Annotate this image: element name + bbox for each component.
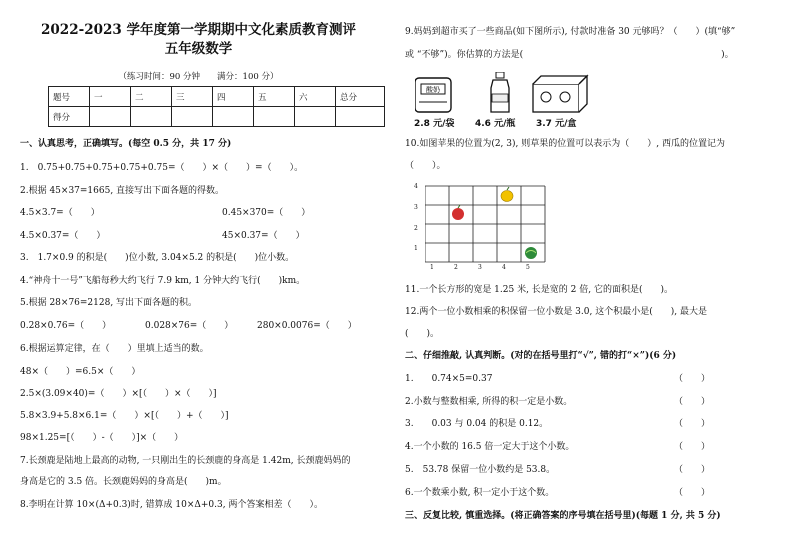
judge-1-bracket[interactable]: （ ） xyxy=(674,374,711,384)
position-grid xyxy=(425,182,551,274)
price-box: 3.7 元/盒 xyxy=(536,119,577,129)
x-tick: 3 xyxy=(478,264,482,271)
x-tick: 2 xyxy=(454,264,458,271)
question-5c: 280×0.0076=（ ） xyxy=(257,321,357,331)
products-illustration xyxy=(415,72,615,116)
score-cell[interactable] xyxy=(213,107,254,127)
score-table xyxy=(48,86,385,127)
score-row-label: 得分 xyxy=(49,107,90,127)
score-header-cell: 一 xyxy=(90,87,131,107)
section-3-heading: 三、反复比较, 慎重选择。(将正确答案的序号填在括号里)(每题 1 分, 共 5 分) xyxy=(405,511,721,521)
question-5a: 0.28×0.76=（ ） xyxy=(20,321,112,331)
score-header-cell: 五 xyxy=(254,87,295,107)
judge-6: 6.一个数乘小数, 积一定小于这个数。 xyxy=(405,488,555,498)
question-7-line2: 身高是它的 3.5 倍。长颈鹿妈妈的身高是( )m。 xyxy=(20,477,227,487)
exam-subtitle: 五年级数学 xyxy=(164,41,233,57)
score-header-cell: 题号 xyxy=(49,87,90,107)
question-9-line1: 9.妈妈到超市买了一些商品(如下图所示), 付款时准备 30 元够吗？（ ）(填“够” xyxy=(405,27,736,37)
question-2c: 4.5×0.37=（ ） xyxy=(20,231,106,241)
question-7-line1: 7.长颈鹿是陆地上最高的动物, 一只刚出生的长颈鹿的身高是 1.42m, 长颈鹿妈妈的 xyxy=(20,456,351,466)
judge-2-bracket[interactable]: （ ） xyxy=(674,397,711,407)
score-cell[interactable] xyxy=(295,107,336,127)
score-header-cell: 四 xyxy=(213,87,254,107)
score-cell[interactable] xyxy=(131,107,172,127)
judge-2: 2.小数与整数相乘, 所得的积一定是小数。 xyxy=(405,397,573,407)
judge-6-bracket[interactable]: （ ） xyxy=(674,488,711,498)
x-tick: 5 xyxy=(526,264,530,271)
question-5: 5.根据 28×76=2128, 写出下面各题的积。 xyxy=(20,298,198,308)
milk-label: 酸奶 xyxy=(426,86,440,94)
question-6c: 5.8×3.9+5.8×6.1=（ ）×[（ ）+（ ）] xyxy=(20,411,229,421)
watermelon-icon xyxy=(525,247,537,259)
score-cell[interactable] xyxy=(90,107,131,127)
score-header-cell: 二 xyxy=(131,87,172,107)
question-10-line1: 10.如图苹果的位置为(2, 3), 则草果的位置可以表示为（ ）, 西瓜的位置记为 xyxy=(405,139,725,149)
x-tick: 4 xyxy=(502,264,506,271)
question-2: 2.根据 45×37=1665, 直接写出下面各题的得数。 xyxy=(20,186,225,196)
judge-3-bracket[interactable]: （ ） xyxy=(674,419,711,429)
judge-3: 3. 0.03 与 0.04 的积是 0.12。 xyxy=(405,419,549,429)
score-header-cell: 三 xyxy=(172,87,213,107)
section-2-heading: 二、仔细推敲, 认真判断。(对的在括号里打“√”, 错的打“×”)(6 分) xyxy=(405,351,677,361)
apple-icon xyxy=(452,205,464,220)
question-6b: 2.5×(3.09×40)=（ ）×[（ ）×（ ）] xyxy=(20,389,217,399)
judge-5-bracket[interactable]: （ ） xyxy=(674,465,711,475)
judge-4-bracket[interactable]: （ ） xyxy=(674,442,711,452)
judge-1: 1. 0.74×5=0.37 xyxy=(405,374,493,384)
score-cell[interactable] xyxy=(254,107,295,127)
question-11: 11.一个长方形的宽是 1.25 米, 长是宽的 2 倍, 它的面积是( )。 xyxy=(405,285,673,295)
price-yogurt: 2.8 元/袋 xyxy=(414,119,455,129)
score-cell[interactable] xyxy=(172,107,213,127)
question-9-line2: 或 “不够”)。你估算的方法是( )。 xyxy=(405,50,734,60)
question-3: 3. 1.7×0.9 的积是( )位小数, 3.04×5.2 的积是( )位小数。 xyxy=(20,253,295,263)
x-tick: 1 xyxy=(430,264,434,271)
question-8: 8.李明在计算 10×(Δ+0.3)时, 错算成 10×Δ+0.3, 两个答案相差（ ）。 xyxy=(20,500,323,510)
y-tick: 3 xyxy=(414,204,418,211)
price-bottle: 4.6 元/瓶 xyxy=(475,119,516,129)
y-tick: 1 xyxy=(414,245,418,252)
score-cell[interactable] xyxy=(336,107,385,127)
question-12-line1: 12.两个一位小数相乘的积保留一位小数是 3.0, 这个积最小是( ), 最大是 xyxy=(405,307,707,317)
question-12-line2: ( )。 xyxy=(405,329,440,339)
question-1: 1. 0.75+0.75+0.75+0.75+0.75=（ ）×（ ）=（ ）。 xyxy=(20,163,304,173)
judge-4: 4.一个小数的 16.5 倍一定大于这个小数。 xyxy=(405,442,575,452)
pear-icon xyxy=(501,187,513,202)
score-header-cell: 六 xyxy=(295,87,336,107)
exam-meta: （练习时间：90 分钟 满分：100 分） xyxy=(118,72,279,82)
box-pack-icon xyxy=(533,76,587,112)
question-10-line2: （ ）。 xyxy=(405,161,446,171)
bottle-icon xyxy=(491,72,509,112)
section-1-heading: 一、认真思考，正确填写。(每空 0.5 分，共 17 分) xyxy=(20,139,232,149)
exam-title: 2022-2023 学年度第一学期期中文化素质教育测评 xyxy=(41,22,356,38)
score-header-cell: 总分 xyxy=(336,87,385,107)
question-6d: 98×1.25=[（ ）-（ ）]×（ ） xyxy=(20,433,184,443)
y-tick: 2 xyxy=(414,225,418,232)
question-2d: 45×0.37=（ ） xyxy=(222,231,305,241)
question-6a: 48×（ ）=6.5×（ ） xyxy=(20,367,141,377)
y-tick: 4 xyxy=(414,183,418,190)
question-2b: 0.45×370=（ ） xyxy=(222,208,311,218)
question-2a: 4.5×3.7=（ ） xyxy=(20,208,100,218)
question-6: 6.根据运算定律，在（ ）里填上适当的数。 xyxy=(20,344,209,354)
judge-5: 5. 53.78 保留一位小数约是 53.8。 xyxy=(405,465,556,475)
question-4: 4.“神舟十一号”飞船每秒大约飞行 7.9 km, 1 分钟大约飞行( )km。 xyxy=(20,276,306,286)
yogurt-bag-icon xyxy=(415,78,451,112)
question-5b: 0.028×76=（ ） xyxy=(145,321,234,331)
